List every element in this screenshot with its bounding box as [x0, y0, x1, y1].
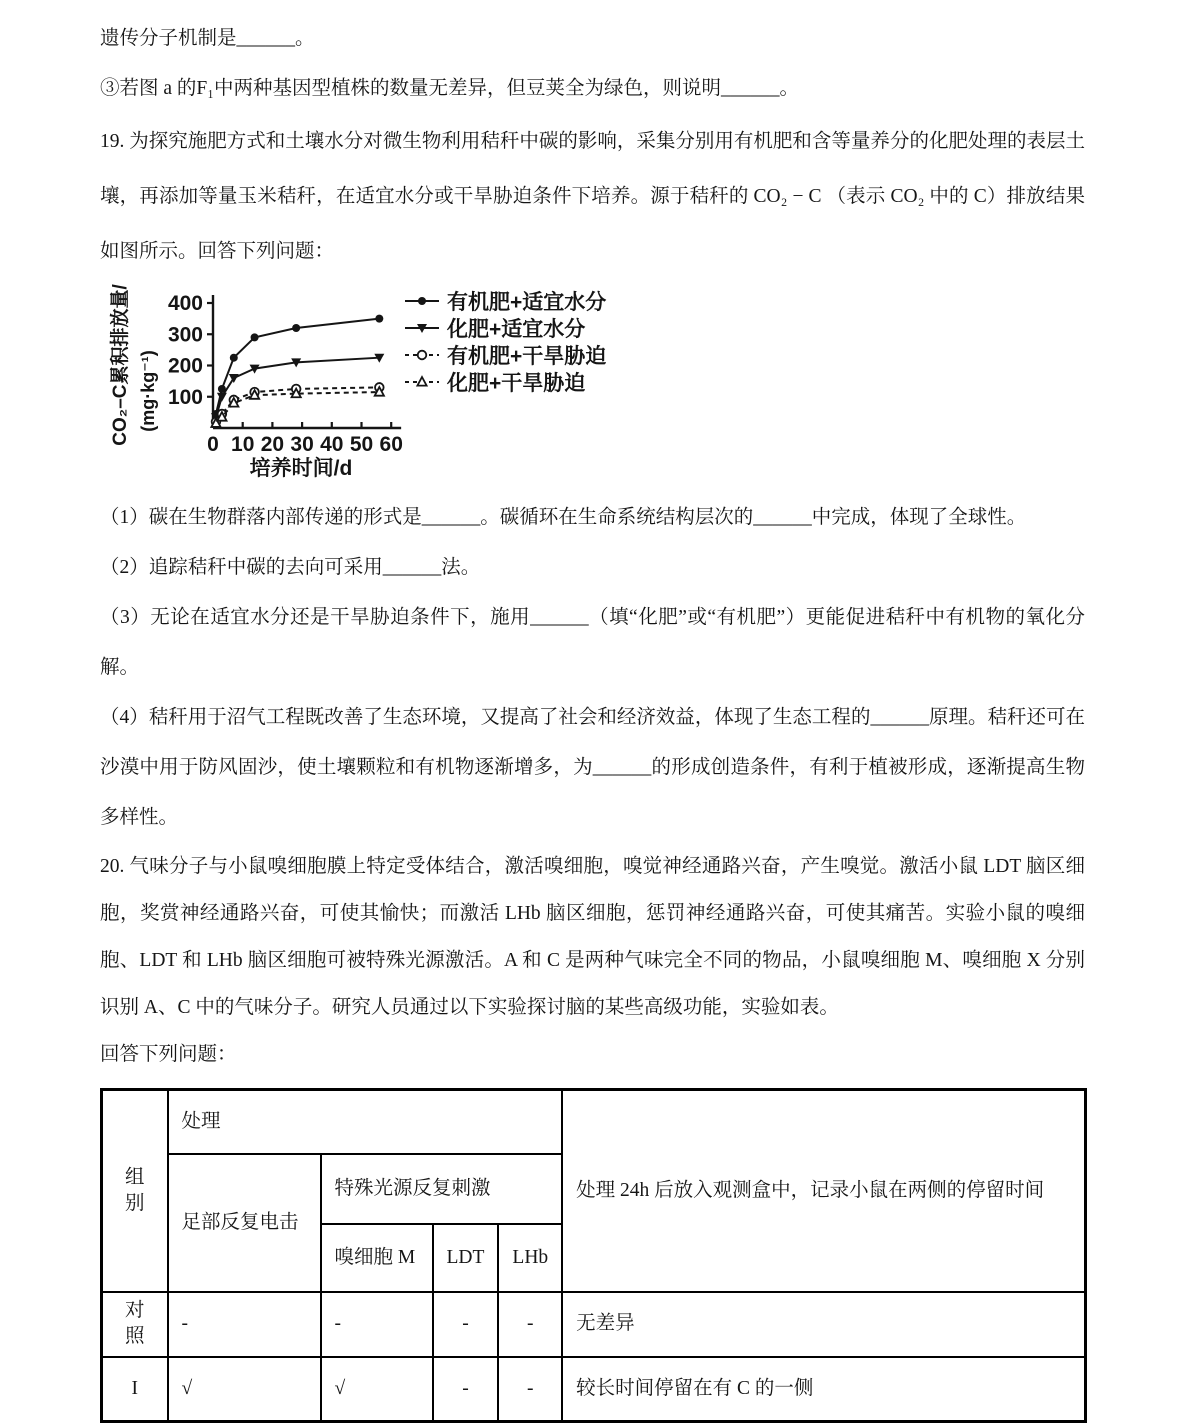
table-header-ldt: LDT	[433, 1224, 499, 1292]
question-19-sub1: （1）碳在生物群落内部传递的形式是______。碳循环在生命系统结构层次的______中完成，体现了全球性。	[100, 507, 1027, 528]
svg-text:培养时间/d: 培养时间/d	[249, 457, 353, 480]
svg-text:40: 40	[320, 433, 344, 456]
intro-line-item3: ③若图 a 的F₁中两种基因型植株的数量无差异，但豆荚全为绿色，则说明______。	[100, 78, 800, 99]
svg-text:200: 200	[167, 354, 203, 378]
table-header-lhb: LHb	[498, 1224, 562, 1292]
svg-text:0: 0	[207, 433, 219, 456]
table-header-light: 特殊光源反复刺激	[321, 1154, 563, 1224]
cell-ldt: -	[433, 1292, 499, 1357]
svg-text:20: 20	[260, 433, 285, 456]
cell-ldt: -	[433, 1357, 499, 1422]
experiment-table	[100, 1088, 1087, 1423]
cell-olfactory: √	[321, 1357, 433, 1422]
cell-foot-shock: -	[168, 1292, 321, 1357]
cell-result: 无差异	[562, 1292, 1085, 1357]
co2-emission-chart	[104, 283, 1085, 489]
table-row-group1	[102, 1357, 1086, 1422]
svg-text:60: 60	[379, 433, 403, 456]
svg-text:50: 50	[349, 433, 374, 456]
svg-text:化肥+适宜水分: 化肥+适宜水分	[447, 318, 586, 341]
intro-line-genetic-mechanism: 遗传分子机制是______。	[100, 28, 315, 49]
question-19-sub3: （3）无论在适宜水分还是干旱胁迫条件下，施用______（填“化肥”或“有机肥”）更能促进秸秆中有机物的氧化分解。	[100, 607, 1085, 678]
co2-emission-chart-svg	[104, 283, 644, 489]
svg-text:300: 300	[167, 323, 203, 347]
cell-lhb: -	[498, 1292, 562, 1357]
question-20-stem: 20. 气味分子与小鼠嗅细胞膜上特定受体结合，激活嗅细胞，嗅觉神经通路兴奋，产生嗅觉。激活小鼠 LDT 脑区细胞，奖赏神经通路兴奋，可使其愉快；而激活 LHb 脑区细胞，惩罚神经通路兴奋，可使其痛苦。实验小鼠的嗅细胞、LDT 和 LHb 脑区细胞可被特殊光源激活。A 和 C 是两种气味完全不同的物品，小鼠嗅细胞 M、嗅细胞 X 分别识别 A、C 中的气味分子。研究人员通过以下实验探讨脑的某些高级功能，实验如表。	[100, 856, 1085, 1018]
question-19-stem: 19. 为探究施肥方式和土壤水分对微生物利用秸秆中碳的影响，采集分别用有机肥和含等量养分的化肥处理的表层土壤，再添加等量玉米秸秆，在适宜水分或干旱胁迫条件下培养。源于秸秆的 CO₂ − C （表示 CO₂ 中的 C）排放结果如图所示。回答下列问题：	[100, 131, 1085, 262]
cell-group: I	[102, 1357, 168, 1422]
svg-text:有机肥+干旱胁迫: 有机肥+干旱胁迫	[447, 345, 607, 368]
svg-text:(mg·kg⁻¹): (mg·kg⁻¹)	[138, 350, 158, 432]
cell-group: 对照	[102, 1292, 168, 1357]
question-19-sub4: （4）秸秆用于沼气工程既改善了生态环境，又提高了社会和经济效益，体现了生态工程的______原理。秸秆还可在沙漠中用于防风固沙，使土壤颗粒和有机物逐渐增多，为______的形成创造条件，有利于植被形成，逐渐提高生物多样性。	[100, 707, 1085, 828]
table-header-group: 组别	[102, 1090, 168, 1292]
table-header-olfactory-m: 嗅细胞 M	[321, 1224, 433, 1292]
cell-olfactory: -	[321, 1292, 433, 1357]
svg-text:100: 100	[167, 385, 203, 409]
svg-text:400: 400	[167, 292, 203, 315]
cell-foot-shock: √	[168, 1357, 321, 1422]
cell-result: 较长时间停留在有 C 的一侧	[562, 1357, 1085, 1422]
svg-text:30: 30	[290, 433, 314, 456]
table-header-result: 处理 24h 后放入观测盒中，记录小鼠在两侧的停留时间	[562, 1090, 1085, 1292]
svg-text:有机肥+适宜水分: 有机肥+适宜水分	[447, 291, 607, 314]
question-19-sub2: （2）追踪秸秆中碳的去向可采用______法。	[100, 557, 481, 578]
table-header-treatment: 处理	[168, 1090, 563, 1154]
svg-text:CO₂–C累积排放量/: CO₂–C累积排放量/	[110, 284, 131, 446]
table-row-control	[102, 1292, 1086, 1357]
table-header-foot-shock: 足部反复电击	[168, 1154, 321, 1292]
cell-lhb: -	[498, 1357, 562, 1422]
svg-text:10: 10	[231, 433, 255, 456]
svg-text:化肥+干旱胁迫: 化肥+干旱胁迫	[447, 372, 586, 395]
question-20-prompt: 回答下列问题：	[100, 1044, 237, 1065]
